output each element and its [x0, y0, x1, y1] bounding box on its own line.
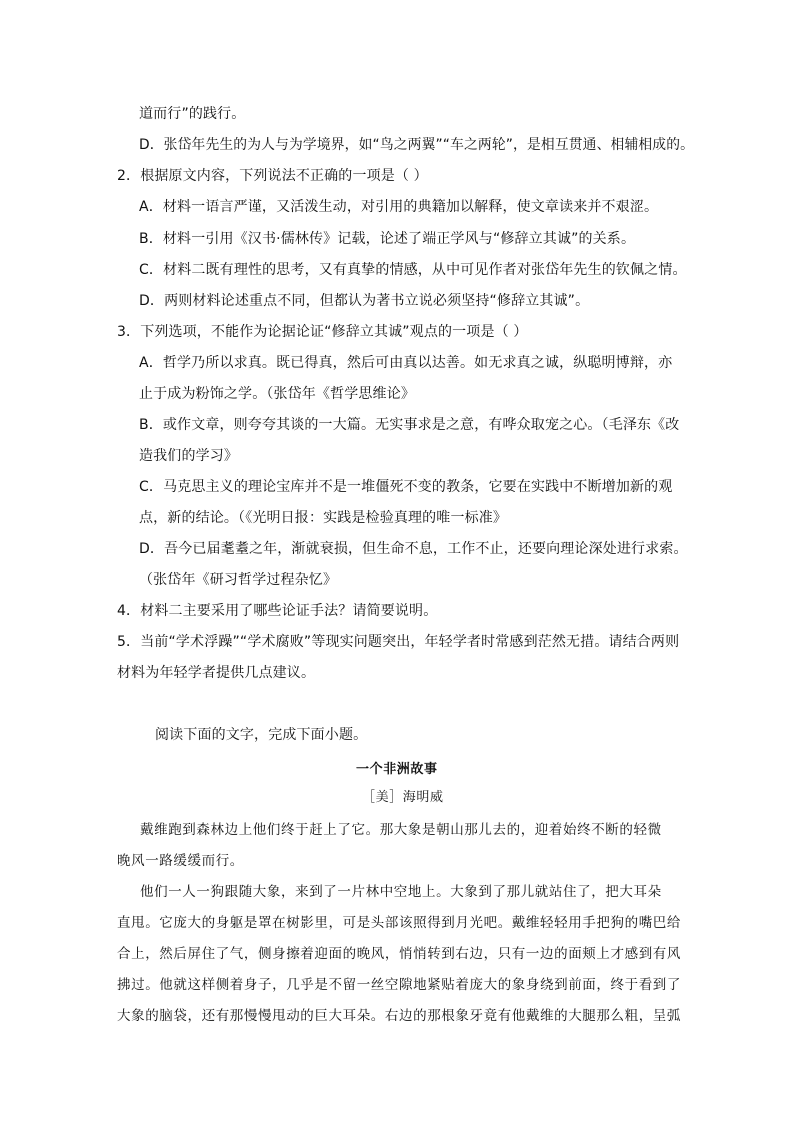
- q2-stem: 2．根据原文内容，下列说法不正确的一项是（ ）: [117, 168, 428, 184]
- q2-option-d: D．两则材料论述重点不同，但都认为著书立说必须坚持“修辞立其诚”。: [139, 293, 590, 309]
- story-paragraph-2-line5: 大象的脑袋，还有那慢慢甩动的巨大耳朵。右边的那根象牙竟有他戴维的大腿那么粗，呈弧: [117, 1008, 681, 1024]
- q2-option-a: A．材料一语言严谨，又活泼生动，对引用的典籍加以解释，使文章读来并不艰涩。: [139, 199, 659, 215]
- q3-option-a-line1: A．哲学乃所以求真。既已得真，然后可由真以达善。如无求真之诚，纵聪明博辩，亦: [139, 355, 673, 371]
- q3-stem: 3．下列选项，不能作为论据论证“修辞立其诚”观点的一项是（ ）: [117, 324, 528, 340]
- reading-instruction: 阅读下面的文字，完成下面小题。: [155, 727, 368, 743]
- story-paragraph-2-line2: 直甩。它庞大的身躯是罩在树影里，可是头部该照得到月光吧。戴维轻轻用手把狗的嘴巴给: [117, 915, 681, 931]
- q3-option-c-line1: C．马克思主义的理论宝库并不是一堆僵死不变的教条，它要在实践中不断增加新的观: [139, 479, 673, 495]
- q1-option-c-continuation: 道而行”的践行。: [139, 106, 246, 122]
- q3-option-b-line1: B．或作文章，则夸夸其谈的一大篇。无实事求是之意，有哗众取宠之心。（毛泽东《改: [139, 417, 680, 433]
- q2-option-b: B．材料一引用《汉书·儒林传》记载，论述了端正学风与“修辞立其诚”的关系。: [139, 231, 636, 247]
- q4-stem: 4．材料二主要采用了哪些论证手法？请简要说明。: [117, 603, 438, 619]
- story-paragraph-1-line2: 晚风一路缓缓而行。: [117, 853, 244, 869]
- story-paragraph-2-line1: 他们一人一狗跟随大象，来到了一片林中空地上。大象到了那儿就站住了，把大耳朵: [140, 884, 662, 900]
- q3-option-d-line2: （张岱年《研习哲学过程杂忆》: [139, 572, 338, 588]
- story-paragraph-2-line4: 拂过。他就这样侧着身子，几乎是不留一丝空隙地紧贴着庞大的象身绕到前面，终于看到了: [117, 977, 681, 993]
- q1-option-d: D．张岱年先生的为人与为学境界，如“鸟之两翼”“车之两轮”，是相互贯通、相辅相成的。: [139, 137, 695, 153]
- q5-stem-line2: 材料为年轻学者提供几点建议。: [117, 665, 316, 681]
- story-paragraph-2-line3: 合上，然后屏住了气，侧身擦着迎面的晚风，悄悄转到右边，只有一边的面颊上才感到有风: [117, 946, 681, 962]
- story-paragraph-1-line1: 戴维跑到森林边上他们终于赶上了它。那大象是朝山那儿去的，迎着始终不断的轻微: [140, 822, 662, 838]
- q3-option-a-line2: 止于成为粉饰之学。（张岱年《哲学思维论》: [139, 386, 415, 402]
- q3-option-b-line2: 造我们的学习》: [139, 448, 239, 464]
- q3-option-c-line2: 点，新的结论。（《光明日报：实践是检验真理的唯一标准》: [139, 510, 508, 526]
- story-title: 一个非洲故事: [356, 762, 438, 777]
- q3-option-d-line1: D．吾今已届耄耋之年，渐就衰损，但生命不息，工作不止，还要向理论深处进行求索。: [139, 541, 688, 557]
- q5-stem-line1: 5．当前“学术浮躁”“学术腐败”等现实问题突出，年轻学者时常感到茫然无措。请结合两则: [117, 634, 680, 650]
- q2-option-c: C．材料二既有理性的思考，又有真挚的情感，从中可见作者对张岱年先生的钦佩之情。: [139, 262, 687, 278]
- story-author: ［美］海明威: [362, 790, 444, 805]
